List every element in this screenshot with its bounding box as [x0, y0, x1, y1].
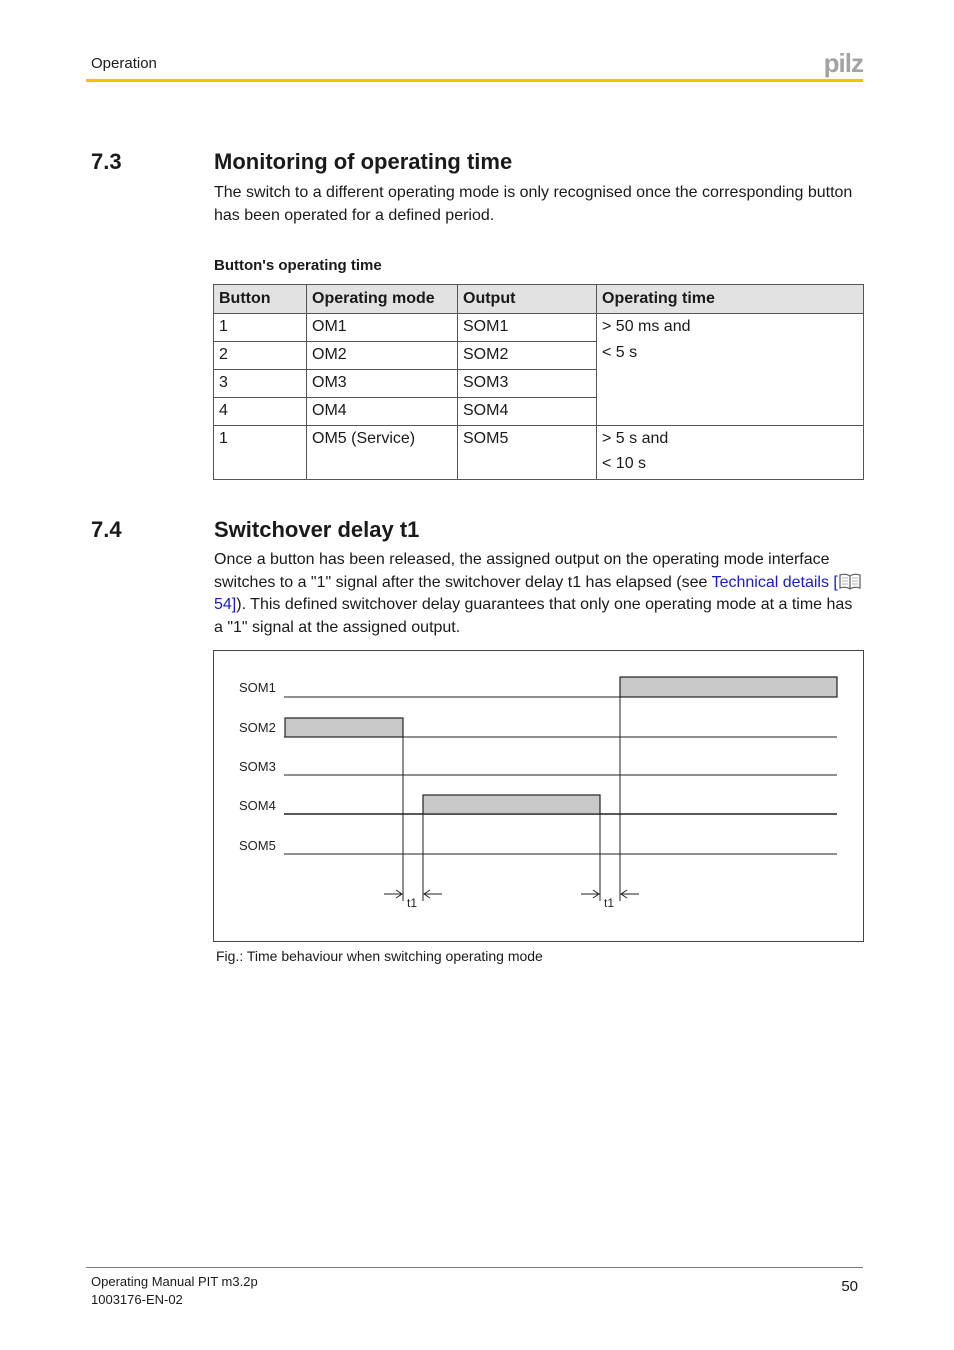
section-number-7-3: 7.3	[91, 149, 122, 174]
cell-button: 1	[214, 314, 307, 342]
running-header-section: Operation	[91, 55, 157, 72]
table-row	[214, 426, 864, 480]
time-line: < 10 s	[602, 455, 647, 472]
header-operating-time: Operating time	[597, 285, 864, 314]
paragraph-text-after: ). This defined switchover delay guarantees that only one operating mode at a time has a "1" signal at the assigned output.	[214, 596, 853, 636]
link-label: Technical details [	[711, 573, 838, 591]
cell-button: 2	[214, 342, 307, 370]
page-number: 50	[841, 1278, 858, 1295]
som4-high-pulse	[423, 795, 600, 814]
paragraph-text-before: Once a button has been released, the assigned output on the operating mode interface switches to a "1" signal after the switchover delay t1 has elapsed (see	[214, 551, 830, 591]
cell-operating-time	[597, 426, 864, 480]
signal-label-som4: SOM4	[239, 798, 276, 813]
cell-mode: OM5 (Service)	[307, 426, 458, 480]
time-line: < 5 s	[602, 344, 638, 361]
cell-output: SOM3	[458, 370, 597, 398]
footer-manual-title: Operating Manual PIT m3.2p	[91, 1274, 258, 1289]
header-output: Output	[458, 285, 597, 314]
cell-operating-time	[597, 314, 864, 426]
timing-diagram-frame	[213, 650, 864, 942]
table-row	[214, 314, 864, 342]
header-operating-mode: Operating mode	[307, 285, 458, 314]
operating-time-table	[213, 284, 864, 480]
figure-caption: Fig.: Time behaviour when switching operating mode	[216, 948, 543, 964]
signal-label-som3: SOM3	[239, 759, 276, 774]
section-number-7-4: 7.4	[91, 517, 122, 542]
header-rule	[86, 79, 863, 82]
signal-label-som5: SOM5	[239, 838, 276, 853]
delay-label-2: t1	[604, 896, 615, 910]
time-line: > 5 s and	[602, 430, 669, 447]
book-icon	[838, 573, 862, 590]
cell-mode: OM3	[307, 370, 458, 398]
section-title-7-4: Switchover delay t1	[214, 517, 420, 542]
cell-button: 1	[214, 426, 307, 480]
section-7-4-paragraph	[214, 549, 864, 639]
section-7-3-paragraph: The switch to a different operating mode is only recognised once the corresponding button has been operated for a defined period.	[214, 184, 853, 224]
time-line: > 50 ms and	[602, 318, 691, 335]
cell-mode: OM4	[307, 398, 458, 426]
footer-rule	[86, 1267, 863, 1268]
cell-mode: OM1	[307, 314, 458, 342]
cell-output: SOM4	[458, 398, 597, 426]
som2-high-pulse	[285, 718, 403, 737]
signal-label-som2: SOM2	[239, 720, 276, 735]
table-header-row	[214, 285, 864, 314]
cell-output: SOM1	[458, 314, 597, 342]
footer-document-info	[91, 1273, 258, 1309]
footer-doc-number: 1003176-EN-02	[91, 1292, 183, 1307]
cell-button: 3	[214, 370, 307, 398]
signal-label-som1: SOM1	[239, 680, 276, 695]
link-page-ref: 54]	[214, 596, 237, 613]
table-caption: Button's operating time	[214, 257, 382, 274]
som1-high-pulse	[620, 677, 837, 697]
delay-label-1: t1	[407, 896, 418, 910]
cell-output: SOM2	[458, 342, 597, 370]
cell-output: SOM5	[458, 426, 597, 480]
timing-diagram	[214, 651, 863, 941]
section-title-7-3: Monitoring of operating time	[214, 149, 513, 174]
pilz-logo: pilz	[823, 48, 863, 78]
cell-mode: OM2	[307, 342, 458, 370]
cell-button: 4	[214, 398, 307, 426]
header-button: Button	[214, 285, 307, 314]
